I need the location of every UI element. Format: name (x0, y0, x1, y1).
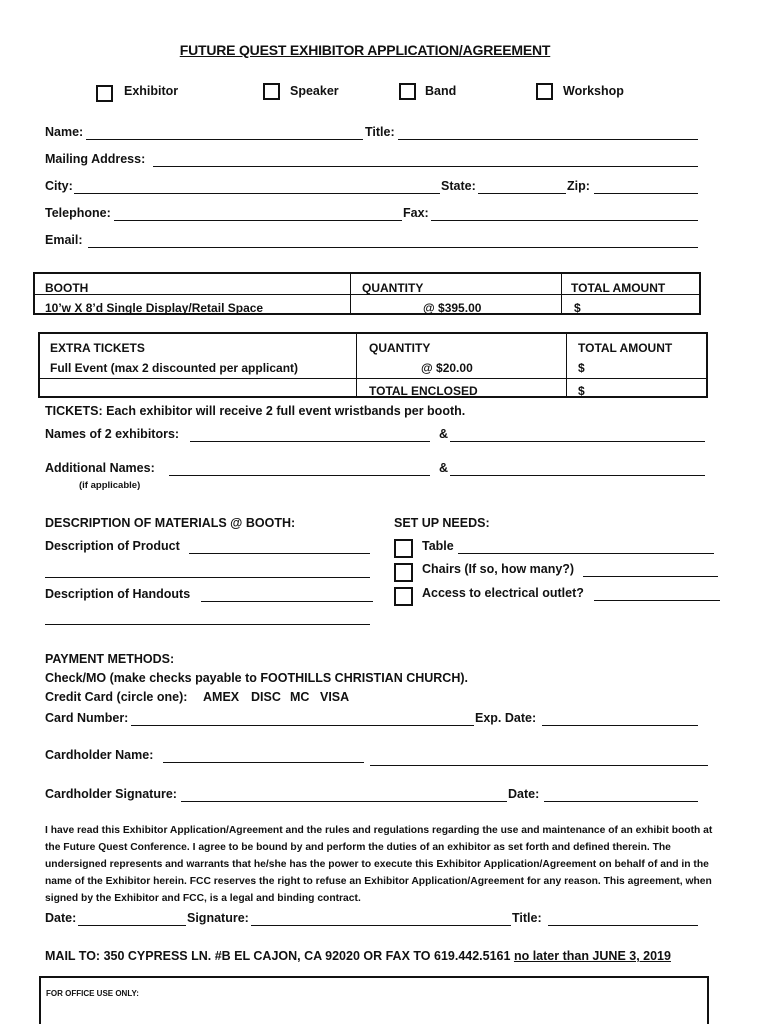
ampersand: & (439, 461, 449, 475)
payment-heading: PAYMENT METHODS: (45, 652, 175, 666)
cardholder-name-field-2[interactable] (370, 765, 708, 766)
booth-description: 10’w X 8’d Single Display/Retail Space (45, 301, 264, 315)
table-divider (356, 332, 357, 398)
product-description-field-2[interactable] (45, 577, 370, 578)
cardholder-name-field[interactable] (163, 762, 364, 763)
tickets-total-header: TOTAL AMOUNT (578, 341, 673, 355)
additional-name-2-field[interactable] (450, 475, 705, 476)
agreement-title-label: Title: (512, 911, 542, 925)
tickets-description: Full Event (max 2 discounted per applicant) (50, 361, 299, 375)
table-field[interactable] (458, 553, 714, 554)
cardholder-signature-label: Cardholder Signature: (45, 787, 177, 801)
booth-header: BOOTH (45, 281, 89, 295)
additional-name-1-field[interactable] (169, 475, 430, 476)
tickets-price: @ $20.00 (421, 361, 473, 375)
chairs-field[interactable] (583, 576, 718, 577)
if-applicable-note: (if applicable) (79, 480, 141, 491)
handouts-description-field-2[interactable] (45, 624, 370, 625)
state-field[interactable] (478, 193, 566, 194)
page-title: FUTURE QUEST EXHIBITOR APPLICATION/AGREEMENT (179, 42, 551, 58)
email-field[interactable] (88, 247, 698, 248)
signature-date-field[interactable] (544, 801, 698, 802)
agreement-date-label: Date: (45, 911, 77, 925)
city-label: City: (45, 179, 73, 193)
mailing-address-field[interactable] (153, 166, 698, 167)
exhibitor-name-2-field[interactable] (450, 441, 705, 442)
exhibitor-name-1-field[interactable] (190, 441, 430, 442)
exhibitor-names-label: Names of 2 exhibitors: (45, 427, 180, 441)
booth-price: @ $395.00 (423, 301, 482, 315)
mailing-address-label: Mailing Address: (45, 152, 146, 166)
mail-to-line (45, 949, 671, 963)
exhibitor-label: Exhibitor (124, 84, 179, 98)
signature-date-label: Date: (508, 787, 540, 801)
electrical-checkbox[interactable] (394, 587, 413, 606)
cardholder-name-label: Cardholder Name: (45, 748, 154, 762)
agreement-title-field[interactable] (548, 925, 698, 926)
telephone-field[interactable] (114, 220, 402, 221)
electrical-field[interactable] (594, 600, 720, 601)
booth-total-header: TOTAL AMOUNT (571, 281, 666, 295)
deadline: no later than JUNE 3, 2019 (513, 949, 671, 963)
exhibitor-checkbox[interactable] (96, 85, 113, 102)
card-number-field[interactable] (131, 725, 474, 726)
agreement-text: I have read this Exhibitor Application/Agreement and the rules and regulations regarding the use and maintenance of an exhibit booth at the Future Quest Conference. I agree to be bound by and perform the duties of an exhibitor as set forth and defined therein. The undersigned represents and warrants that he/she has the power to execute this Exhibitor Application/Agreement on behalf of and in the name of the Exhibitor herein. FCC reserves the right to refuse an Exhibitor Application/Agreement for any reason. This agreement, when signed by the Exhibitor and FCC, is a legal and binding contract. (45, 825, 713, 904)
card-mc-option[interactable]: MC (290, 690, 310, 704)
agreement-signature-field[interactable] (251, 925, 511, 926)
tickets-quantity-header: QUANTITY (369, 341, 431, 355)
card-amex-option[interactable]: AMEX (203, 690, 240, 704)
electrical-label: Access to electrical outlet? (422, 586, 584, 600)
handouts-description-label: Description of Handouts (45, 587, 191, 601)
title-label: Title: (365, 125, 395, 139)
product-description-field[interactable] (189, 553, 370, 554)
name-label: Name: (45, 125, 84, 139)
agreement-signature-label: Signature: (187, 911, 249, 925)
exp-date-label: Exp. Date: (475, 711, 537, 725)
exp-date-field[interactable] (542, 725, 698, 726)
chairs-checkbox[interactable] (394, 563, 413, 582)
table-divider (38, 378, 708, 379)
telephone-label: Telephone: (45, 206, 111, 220)
tickets-note: TICKETS: Each exhibitor will receive 2 full event wristbands per booth. (45, 404, 466, 418)
chairs-label: Chairs (If so, how many?) (422, 562, 575, 576)
total-enclosed-label: TOTAL ENCLOSED (369, 384, 478, 398)
booth-quantity-header: QUANTITY (362, 281, 424, 295)
setup-heading: SET UP NEEDS: (394, 516, 490, 530)
fax-label: Fax: (403, 206, 429, 220)
mail-address: MAIL TO: 350 CYPRESS LN. #B EL CAJON, CA 92020 OR FAX TO 619.442.5161 (45, 949, 511, 963)
card-number-label: Card Number: (45, 711, 129, 725)
tickets-total-value[interactable]: $ (578, 361, 585, 375)
table-divider (566, 332, 567, 398)
product-description-label: Description of Product (45, 539, 180, 553)
band-checkbox[interactable] (399, 83, 416, 100)
additional-names-label: Additional Names: (45, 461, 155, 475)
office-use-box (39, 976, 709, 1024)
band-label: Band (425, 84, 457, 98)
materials-heading: DESCRIPTION OF MATERIALS @ BOOTH: (45, 516, 296, 530)
speaker-label: Speaker (290, 84, 339, 98)
title-field[interactable] (398, 139, 698, 140)
tickets-header: EXTRA TICKETS (50, 341, 145, 355)
zip-label: Zip: (567, 179, 590, 193)
workshop-label: Workshop (563, 84, 624, 98)
table-label: Table (422, 539, 454, 553)
card-visa-option[interactable]: VISA (320, 690, 350, 704)
name-field[interactable] (86, 139, 363, 140)
agreement-date-field[interactable] (78, 925, 186, 926)
handouts-description-field[interactable] (201, 601, 373, 602)
credit-card-label: Credit Card (circle one): (45, 690, 188, 704)
office-use-label: FOR OFFICE USE ONLY: (46, 989, 139, 998)
speaker-checkbox[interactable] (263, 83, 280, 100)
check-instructions: Check/MO (make checks payable to FOOTHILLS CHRISTIAN CHURCH). (45, 671, 468, 685)
ampersand: & (439, 427, 449, 441)
city-field[interactable] (74, 193, 440, 194)
state-label: State: (441, 179, 476, 193)
table-checkbox[interactable] (394, 539, 413, 558)
fax-field[interactable] (431, 220, 698, 221)
card-disc-option[interactable]: DISC (251, 690, 281, 704)
zip-field[interactable] (594, 193, 698, 194)
workshop-checkbox[interactable] (536, 83, 553, 100)
email-label: Email: (45, 233, 83, 247)
total-enclosed-value[interactable]: $ (578, 384, 585, 398)
cardholder-signature-field[interactable] (181, 801, 507, 802)
booth-total-value[interactable]: $ (574, 301, 581, 315)
